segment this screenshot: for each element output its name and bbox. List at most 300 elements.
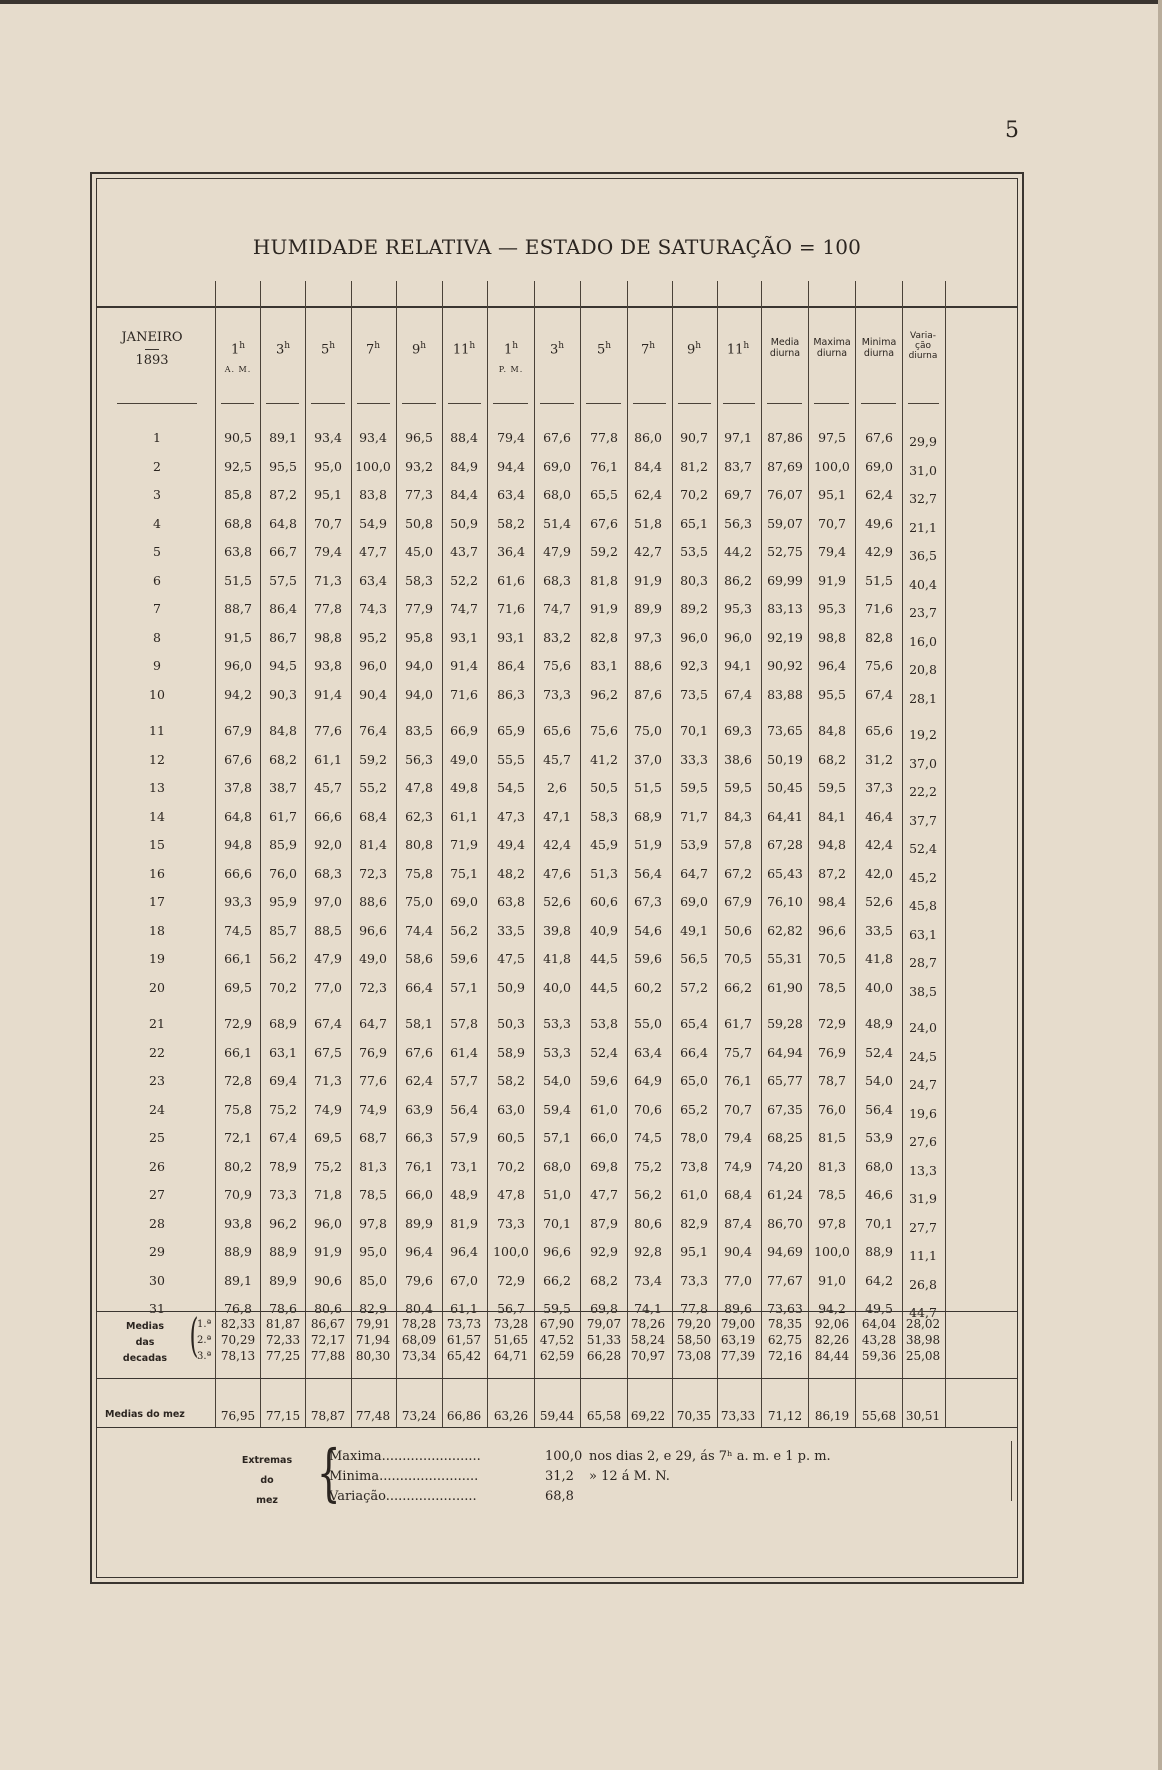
hour-suffix: h (605, 341, 612, 351)
media-value: 50,19 (767, 751, 803, 767)
hour-value: 68,9 (634, 808, 662, 824)
hour-value: 59,5 (724, 780, 752, 795)
hour-number: 7 (365, 342, 375, 358)
hour-value: 92,0 (314, 837, 342, 852)
page-right-edge (1158, 0, 1162, 1770)
variacao-value: 24,0 (909, 1020, 937, 1035)
decade-value: 92,06 (814, 1317, 850, 1331)
hour-value: 67,6 (224, 751, 252, 767)
hour-value: 75,8 (224, 1101, 252, 1117)
decade-value: 77,25 (265, 1349, 301, 1363)
decade-row (97, 1349, 1017, 1375)
hour-value: 88,9 (269, 1244, 297, 1259)
hour-header (306, 339, 350, 357)
hour-value: 69,4 (269, 1073, 297, 1088)
table-row (97, 482, 1017, 508)
hour-value: 67,4 (269, 1130, 297, 1145)
maxima-diurna-header (809, 337, 855, 359)
decade-value: 82,33 (220, 1317, 256, 1331)
hour-value: 47,6 (543, 865, 571, 881)
day-number: 15 (149, 837, 165, 852)
hour-value: 86,4 (269, 601, 297, 616)
hour-value: 68,4 (359, 808, 387, 824)
hour-value: 69,3 (724, 723, 752, 738)
hour-value: 63,9 (405, 1101, 433, 1117)
maxima-value: 87,2 (818, 865, 846, 881)
decade-value: 67,90 (539, 1317, 575, 1331)
hour-value: 51,5 (224, 572, 252, 588)
hour-value: 37,0 (634, 751, 662, 767)
hour-value: 73,3 (269, 1187, 297, 1202)
media-diurna-header-line: diurna (769, 348, 801, 359)
hour-value: 56,4 (450, 1101, 478, 1117)
table-row (97, 682, 1017, 708)
hour-value: 64,8 (269, 515, 297, 531)
hour-value: 36,4 (497, 544, 525, 559)
media-value: 68,25 (767, 1130, 803, 1145)
decade-value: 65,42 (446, 1349, 482, 1363)
hour-value: 71,6 (450, 686, 478, 702)
decade-value: 63,19 (720, 1333, 756, 1347)
variacao-value: 27,6 (909, 1134, 937, 1149)
variacao-value: 29,9 (909, 434, 937, 449)
hour-value: 89,1 (269, 430, 297, 445)
hour-value: 59,5 (543, 1301, 571, 1316)
hour-value: 70,2 (680, 487, 708, 502)
month-mean-value: 70,35 (676, 1409, 712, 1423)
hour-value: 90,6 (314, 1272, 342, 1288)
hour-value: 71,3 (314, 1073, 342, 1088)
hour-value: 65,9 (497, 723, 525, 738)
hour-suffix: h (329, 341, 336, 351)
hour-value: 67,5 (314, 1044, 342, 1060)
extremes-label-line: Extremas (241, 1455, 293, 1466)
maxima-value: 94,2 (818, 1301, 846, 1316)
hour-suffix: h (695, 341, 702, 351)
hour-value: 90,4 (359, 686, 387, 702)
hour-value: 52,6 (543, 894, 571, 909)
variacao-value: 28,7 (909, 955, 937, 970)
table-frame (90, 172, 1024, 1584)
maxima-value: 59,5 (818, 780, 846, 795)
month-means-label: Medias do mez (105, 1409, 185, 1420)
hour-value: 75,0 (405, 894, 433, 909)
variacao-value: 16,0 (909, 633, 937, 649)
hour-value: 70,2 (269, 979, 297, 995)
variacao-value: 24,5 (909, 1048, 937, 1064)
hour-value: 66,9 (450, 723, 478, 738)
maxima-value: 68,2 (818, 751, 846, 767)
table-row (97, 625, 1017, 651)
hour-value: 86,3 (497, 686, 525, 702)
maxima-value: 72,9 (818, 1016, 846, 1031)
hour-value: 77,0 (724, 1272, 752, 1288)
hour-value: 73,4 (634, 1272, 662, 1288)
day-number: 1 (153, 430, 161, 445)
day-number: 24 (149, 1101, 165, 1117)
minima-value: 37,3 (865, 780, 893, 795)
hour-value: 90,5 (224, 430, 252, 445)
decade-value: 73,28 (493, 1317, 529, 1331)
hour-value: 75,2 (314, 1158, 342, 1174)
hour-value: 89,1 (224, 1272, 252, 1288)
month-mean-value: 78,87 (310, 1409, 346, 1423)
decade-value: 66,28 (586, 1349, 622, 1363)
hour-value: 60,6 (590, 894, 618, 909)
hour-value: 74,5 (634, 1130, 662, 1145)
hour-value: 65,0 (680, 1073, 708, 1088)
table-row (97, 1097, 1017, 1123)
decade-value: 68,09 (401, 1333, 437, 1347)
hour-value: 96,0 (359, 658, 387, 673)
day-number: 19 (149, 951, 165, 966)
month-mean-value: 76,95 (220, 1409, 256, 1423)
hour-value: 68,7 (359, 1130, 387, 1145)
hour-value: 55,2 (359, 780, 387, 795)
hour-value: 88,5 (314, 922, 342, 938)
extremes-label (227, 1451, 307, 1511)
hour-value: 89,9 (634, 601, 662, 616)
hour-value: 64,8 (224, 808, 252, 824)
hour-value: 56,3 (405, 751, 433, 767)
month-mean-value: 69,22 (630, 1409, 666, 1423)
decade-value: 78,28 (401, 1317, 437, 1331)
hour-value: 68,4 (724, 1187, 752, 1202)
variacao-value: 13,3 (909, 1162, 937, 1178)
hour-suffix: h (469, 341, 476, 351)
decade-value: 62,59 (539, 1349, 575, 1363)
hour-value: 65,4 (680, 1016, 708, 1031)
hour-value: 80,6 (634, 1215, 662, 1231)
minima-diurna-header-line: diurna (863, 348, 895, 359)
decade-value: 73,34 (401, 1349, 437, 1363)
hour-value: 45,9 (590, 837, 618, 852)
hour-value: 83,7 (724, 458, 752, 474)
hour-value: 68,3 (314, 865, 342, 881)
hour-value: 93,1 (450, 629, 478, 645)
hour-value: 61,7 (269, 808, 297, 824)
header-underline (814, 403, 849, 404)
hour-value: 47,5 (497, 951, 525, 966)
hour-value: 94,2 (224, 686, 252, 702)
hour-number: 5 (320, 342, 330, 358)
hour-value: 89,2 (680, 601, 708, 616)
variacao-value: 24,7 (909, 1077, 937, 1092)
hour-value: 55,0 (634, 1016, 662, 1031)
hour-value: 96,4 (405, 1244, 433, 1259)
hour-value: 58,1 (405, 1016, 433, 1031)
hour-value: 38,6 (724, 751, 752, 767)
maxima-value: 78,7 (818, 1073, 846, 1088)
table-row (97, 1125, 1017, 1151)
hour-value: 48,9 (450, 1187, 478, 1202)
hour-value: 67,6 (543, 430, 571, 445)
hour-value: 81,3 (359, 1158, 387, 1174)
hour-number: 3 (549, 342, 559, 358)
hour-value: 74,1 (634, 1301, 662, 1316)
media-value: 92,19 (767, 629, 803, 645)
hour-value: 51,3 (590, 865, 618, 881)
hour-value: 79,6 (405, 1272, 433, 1288)
hour-value: 61,4 (450, 1044, 478, 1060)
hour-value: 51,0 (543, 1187, 571, 1202)
hour-value: 100,0 (493, 1244, 529, 1259)
hour-value: 78,6 (269, 1301, 297, 1316)
hour-header (716, 339, 760, 357)
hour-value: 79,4 (314, 544, 342, 559)
hour-value: 56,5 (680, 951, 708, 966)
header-underline (448, 403, 481, 404)
month-mean-value: 77,15 (265, 1409, 301, 1423)
day-number: 30 (149, 1272, 165, 1288)
day-number: 28 (149, 1215, 165, 1231)
header-underline (266, 403, 299, 404)
header-underline (678, 403, 711, 404)
minima-value: 33,5 (865, 922, 893, 938)
decade-value: 70,97 (630, 1349, 666, 1363)
hour-value: 61,1 (450, 808, 478, 824)
hour-value: 75,7 (724, 1044, 752, 1060)
media-value: 94,69 (767, 1244, 803, 1259)
hour-value: 74,9 (314, 1101, 342, 1117)
hour-value: 41,8 (543, 951, 571, 966)
day-number: 3 (153, 487, 161, 502)
header-underline (357, 403, 390, 404)
hour-value: 53,9 (680, 837, 708, 852)
decade-value: 82,26 (814, 1333, 850, 1347)
hour-value: 66,6 (224, 865, 252, 881)
hour-value: 33,3 (680, 751, 708, 767)
hour-value: 47,7 (359, 544, 387, 559)
decade-value: 62,75 (767, 1333, 803, 1347)
hour-value: 50,6 (724, 922, 752, 938)
hour-value: 66,2 (724, 979, 752, 995)
table-row (97, 568, 1017, 594)
media-value: 65,43 (767, 865, 803, 881)
maxima-value: 84,1 (818, 808, 846, 824)
hour-value: 54,6 (634, 922, 662, 938)
title-rule (97, 306, 1017, 308)
hour-value: 86,4 (497, 658, 525, 673)
hour-value: 66,4 (405, 979, 433, 995)
minima-value: 75,6 (865, 658, 893, 673)
hour-value: 95,3 (724, 601, 752, 616)
decade-value: 51,65 (493, 1333, 529, 1347)
table-row (97, 511, 1017, 537)
extreme-name: Maxima........................ (329, 1449, 481, 1464)
hour-value: 90,7 (680, 430, 708, 445)
hour-value: 79,4 (724, 1130, 752, 1145)
variacao-value: 28,1 (909, 690, 937, 706)
minima-value: 88,9 (865, 1244, 893, 1259)
maxima-value: 70,7 (818, 515, 846, 531)
maxima-value: 97,5 (818, 430, 846, 445)
hour-value: 75,1 (450, 865, 478, 881)
hour-value: 65,5 (590, 487, 618, 502)
hour-value: 84,8 (269, 723, 297, 738)
hour-value: 58,2 (497, 515, 525, 531)
decade-number: 3.ª (197, 1351, 212, 1362)
hour-value: 93,2 (405, 458, 433, 474)
decade-value: 72,17 (310, 1333, 346, 1347)
hour-value: 66,0 (590, 1130, 618, 1145)
hour-value: 98,8 (314, 629, 342, 645)
hour-value: 54,0 (543, 1073, 571, 1088)
media-diurna-header (762, 337, 808, 359)
hour-value: 56,2 (450, 922, 478, 938)
hour-value: 92,9 (590, 1244, 618, 1259)
hour-value: 72,3 (359, 979, 387, 995)
decade-value: 79,07 (586, 1317, 622, 1331)
hour-header (535, 339, 579, 357)
hour-value: 51,5 (634, 780, 662, 795)
hour-value: 96,0 (724, 629, 752, 645)
decade-value: 64,71 (493, 1349, 529, 1363)
hour-value: 63,4 (497, 487, 525, 502)
minima-value: 56,4 (865, 1101, 893, 1117)
hour-value: 69,0 (680, 894, 708, 909)
hour-value: 76,0 (269, 865, 297, 881)
decade-number: 2.ª (197, 1335, 212, 1346)
minima-value: 64,2 (865, 1272, 893, 1288)
hour-value: 77,6 (314, 723, 342, 738)
hour-value: 76,1 (590, 458, 618, 474)
hour-value: 76,1 (405, 1158, 433, 1174)
hour-value: 73,3 (680, 1272, 708, 1288)
hour-value: 96,5 (405, 430, 433, 445)
hour-value: 57,1 (450, 979, 478, 995)
hour-number: 1 (503, 342, 513, 358)
variacao-diurna-header (900, 331, 946, 361)
hour-value: 88,6 (359, 894, 387, 909)
media-value: 76,07 (767, 487, 803, 502)
table-row (97, 804, 1017, 830)
hour-value: 56,4 (634, 865, 662, 881)
hour-value: 51,9 (634, 837, 662, 852)
table-title: HUMIDADE RELATIVA — ESTADO DE SATURAÇÃO = 100 (252, 235, 862, 259)
hour-value: 86,7 (269, 629, 297, 645)
hour-value: 75,2 (634, 1158, 662, 1174)
hour-value: 68,2 (269, 751, 297, 767)
variacao-value: 19,6 (909, 1105, 937, 1121)
hour-value: 42,7 (634, 544, 662, 559)
hour-value: 71,9 (450, 837, 478, 852)
decade-value: 58,50 (676, 1333, 712, 1347)
hour-suffix: h (374, 341, 381, 351)
maxima-value: 97,8 (818, 1215, 846, 1231)
hour-number: 1 (230, 342, 240, 358)
hour-value: 45,7 (543, 751, 571, 767)
hour-value: 93,3 (224, 894, 252, 909)
maxima-value: 79,4 (818, 544, 846, 559)
header-underline (586, 403, 621, 404)
hour-value: 92,3 (680, 658, 708, 673)
hour-value: 63,4 (634, 1044, 662, 1060)
hour-value: 70,9 (224, 1187, 252, 1202)
maxima-diurna-header-line: diurna (816, 348, 848, 359)
decade-value: 72,33 (265, 1333, 301, 1347)
hour-value: 69,8 (590, 1158, 618, 1174)
minima-value: 42,9 (865, 544, 893, 559)
hour-value: 63,8 (497, 894, 525, 909)
hour-suffix: h (649, 341, 656, 351)
hour-value: 66,1 (224, 951, 252, 966)
hour-value: 83,8 (359, 487, 387, 502)
minima-value: 69,0 (865, 458, 893, 474)
minima-value: 82,8 (865, 629, 893, 645)
hour-value: 57,8 (450, 1016, 478, 1031)
hour-value: 78,5 (359, 1187, 387, 1202)
header-underline (117, 403, 197, 404)
variacao-value: 21,1 (909, 519, 937, 535)
table-row (97, 1154, 1017, 1180)
maxima-value: 98,8 (818, 629, 846, 645)
hour-value: 84,3 (724, 808, 752, 824)
media-value: 64,94 (767, 1044, 803, 1060)
hour-number: 5 (596, 342, 606, 358)
hour-value: 57,8 (724, 837, 752, 852)
media-value: 83,88 (767, 686, 803, 702)
hour-value: 50,5 (590, 780, 618, 795)
media-value: 73,65 (767, 723, 803, 738)
hour-value: 95,2 (359, 629, 387, 645)
day-number: 25 (149, 1130, 165, 1145)
hour-value: 62,4 (634, 487, 662, 502)
hour-value: 67,3 (634, 894, 662, 909)
hour-value: 67,6 (405, 1044, 433, 1060)
hour-suffix: h (284, 341, 291, 351)
hour-value: 61,6 (497, 572, 525, 588)
hour-value: 56,2 (634, 1187, 662, 1202)
hour-value: 69,5 (224, 979, 252, 995)
media-value: 73,63 (767, 1301, 803, 1316)
maxima-value: 100,0 (814, 458, 850, 474)
hour-value: 77,6 (359, 1073, 387, 1088)
decade-value: 51,33 (586, 1333, 622, 1347)
hour-value: 100,0 (355, 458, 391, 474)
day-number: 26 (149, 1158, 165, 1174)
hour-value: 76,1 (724, 1073, 752, 1088)
header-underline (493, 403, 528, 404)
hour-value: 50,3 (497, 1016, 525, 1031)
media-value: 64,41 (767, 808, 803, 824)
hour-value: 59,2 (590, 544, 618, 559)
hour-value: 93,8 (314, 658, 342, 673)
hour-value: 75,8 (405, 865, 433, 881)
media-value: 69,99 (767, 572, 803, 588)
variacao-value: 22,2 (909, 784, 937, 799)
extreme-name: Variação...................... (329, 1489, 477, 1504)
hour-value: 70,5 (724, 951, 752, 966)
day-number: 12 (149, 751, 165, 767)
header-underline (767, 403, 802, 404)
variacao-value: 31,0 (909, 462, 937, 478)
hour-value: 77,0 (314, 979, 342, 995)
day-number: 4 (153, 515, 161, 531)
decade-value: 71,94 (355, 1333, 391, 1347)
maxima-value: 81,5 (818, 1130, 846, 1145)
maxima-value: 70,5 (818, 951, 846, 966)
maxima-value: 98,4 (818, 894, 846, 909)
table-row (97, 653, 1017, 679)
minima-value: 70,1 (865, 1215, 893, 1231)
media-value: 55,31 (767, 951, 803, 966)
hour-value: 86,0 (634, 430, 662, 445)
hour-value: 75,0 (634, 723, 662, 738)
month-dash (145, 349, 159, 350)
variacao-value: 27,7 (909, 1219, 937, 1235)
hour-value: 84,4 (634, 458, 662, 474)
